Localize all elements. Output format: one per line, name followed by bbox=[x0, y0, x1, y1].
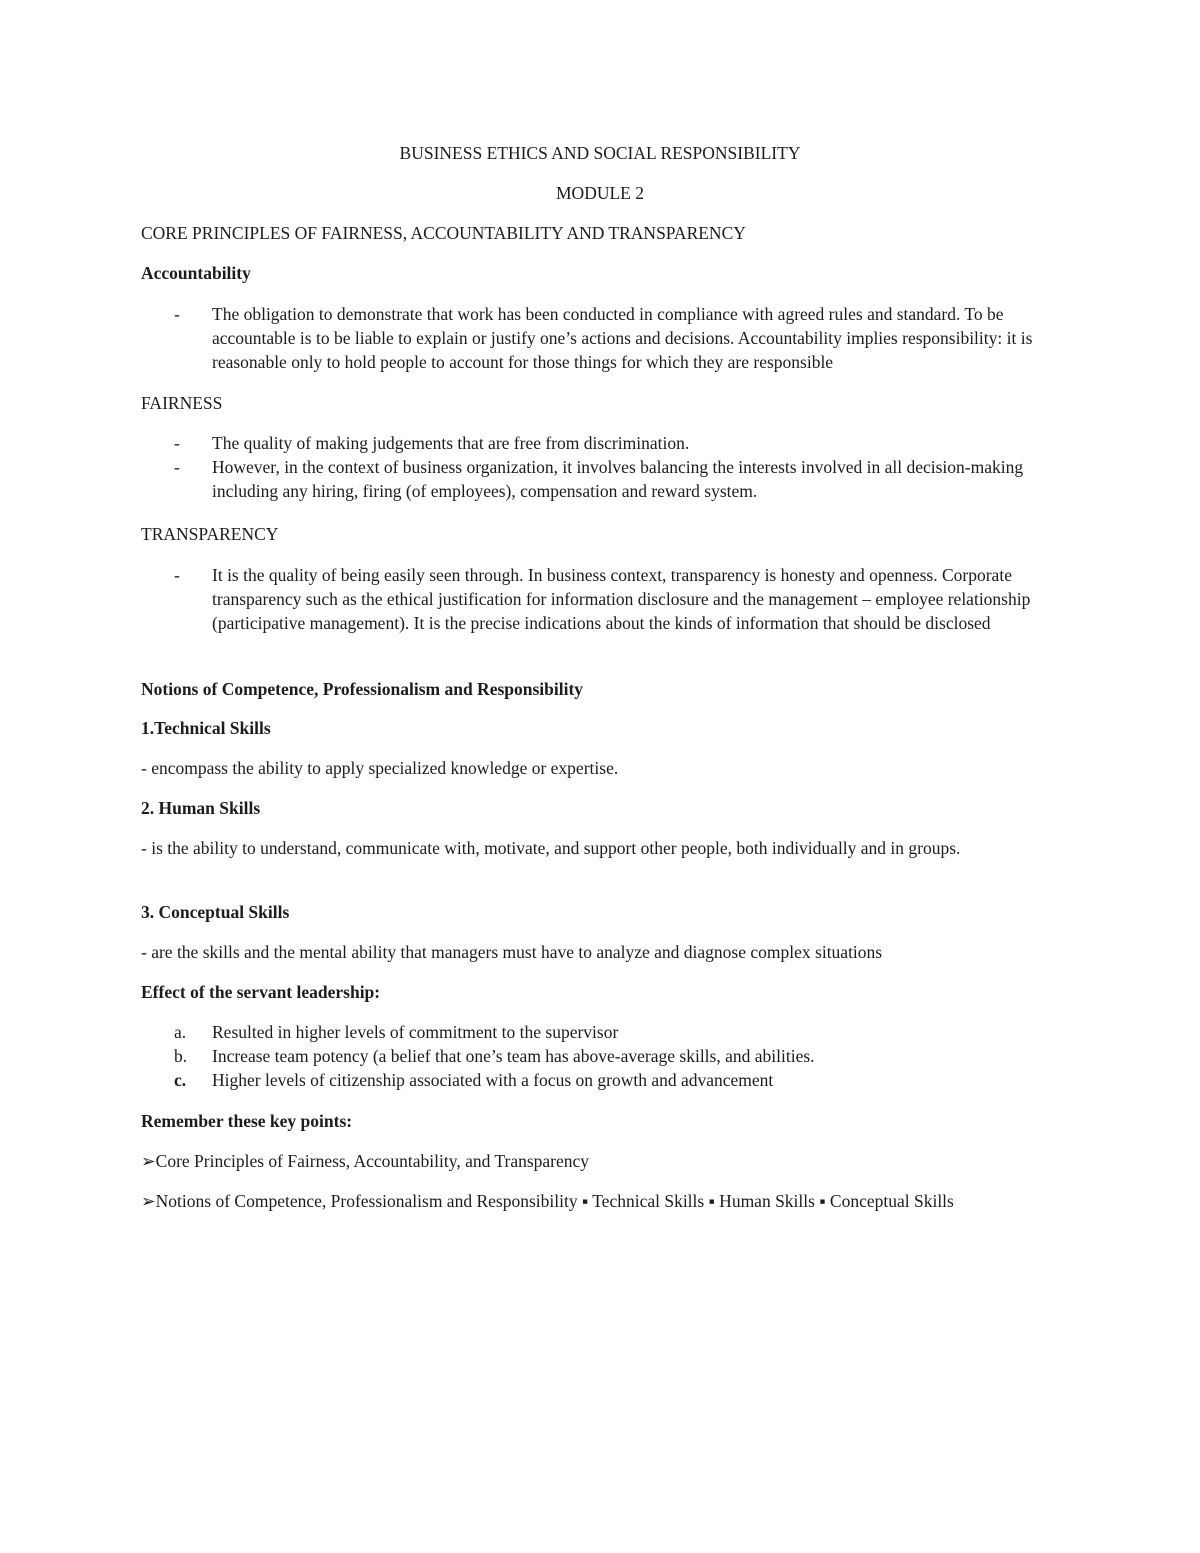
technical-skills-text: - encompass the ability to apply specialized knowledge or expertise. bbox=[141, 758, 619, 778]
human-skills-heading: 2. Human Skills bbox=[141, 798, 261, 818]
notions-heading: Notions of Competence, Professionalism and Responsibility bbox=[141, 679, 584, 699]
servant-leadership-list bbox=[141, 1020, 1081, 1092]
list-item-text: Resulted in higher levels of commitment to the supervisor bbox=[212, 1022, 619, 1042]
conceptual-skills-heading: 3. Conceptual Skills bbox=[141, 902, 290, 922]
servant-leadership-heading: Effect of the servant leadership: bbox=[141, 982, 381, 1002]
technical-skills-heading: 1.Technical Skills bbox=[141, 718, 271, 738]
letter-marker: a. bbox=[174, 1022, 187, 1042]
list-item bbox=[141, 302, 1081, 374]
list-item-text: Higher levels of citizenship associated with a focus on growth and advancement bbox=[212, 1070, 774, 1090]
list-item-text: The quality of making judgements that are free from discrimination. bbox=[212, 433, 690, 453]
dash-marker: - bbox=[174, 433, 180, 453]
conceptual-skills-text: - are the skills and the mental ability that managers must have to analyze and diagnose complex situations bbox=[141, 942, 883, 962]
dash-marker: - bbox=[174, 565, 180, 585]
letter-marker: b. bbox=[174, 1046, 188, 1066]
transparency-heading: TRANSPARENCY bbox=[141, 524, 279, 544]
key-point: ➢Notions of Competence, Professionalism and Responsibility ▪ Technical Skills ▪ Human Skills ▪ Conceptual Skills bbox=[141, 1191, 954, 1211]
fairness-heading: FAIRNESS bbox=[141, 393, 223, 413]
accountability-list bbox=[141, 302, 1081, 374]
key-point: ➢Core Principles of Fairness, Accountability, and Transparency bbox=[141, 1151, 590, 1171]
list-item bbox=[141, 1068, 1081, 1092]
fairness-list bbox=[141, 431, 1081, 503]
transparency-list bbox=[141, 563, 1081, 635]
list-item bbox=[141, 1020, 1081, 1044]
list-item-text: Increase team potency (a belief that one’s team has above-average skills, and abilities. bbox=[212, 1046, 815, 1066]
dash-marker: - bbox=[174, 304, 180, 324]
list-item bbox=[141, 563, 1081, 635]
letter-marker: c. bbox=[174, 1070, 187, 1090]
list-item bbox=[141, 431, 1081, 455]
list-item-text: It is the quality of being easily seen through. In business context, transparency is honesty and openness. Corporate transparency such as the ethical justification for information disclosure and the management – employee relationship (participative management). It is the precise indications about the kinds of information that should be disclosed bbox=[212, 565, 1031, 633]
key-points-heading: Remember these key points: bbox=[141, 1111, 353, 1131]
core-principles-heading: CORE PRINCIPLES OF FAIRNESS, ACCOUNTABILITY AND TRANSPARENCY bbox=[141, 223, 746, 243]
list-item bbox=[141, 455, 1081, 503]
module-label: MODULE 2 bbox=[556, 183, 644, 203]
document-title: BUSINESS ETHICS AND SOCIAL RESPONSIBILITY bbox=[399, 143, 801, 163]
accountability-heading: Accountability bbox=[141, 263, 251, 283]
list-item bbox=[141, 1044, 1081, 1068]
human-skills-text: - is the ability to understand, communicate with, motivate, and support other people, both individually and in groups. bbox=[141, 838, 961, 858]
dash-marker: - bbox=[174, 457, 180, 477]
list-item-text: The obligation to demonstrate that work has been conducted in compliance with agreed rules and standard. To be accountable is to be liable to explain or justify one’s actions and decisions. Accountability implies responsibility: it is reasonable only to hold people to account for those things for which they are responsible bbox=[212, 304, 1033, 372]
list-item-text: However, in the context of business organization, it involves balancing the interests involved in all decision-making including any hiring, firing (of employees), compensation and reward system. bbox=[212, 457, 1024, 501]
